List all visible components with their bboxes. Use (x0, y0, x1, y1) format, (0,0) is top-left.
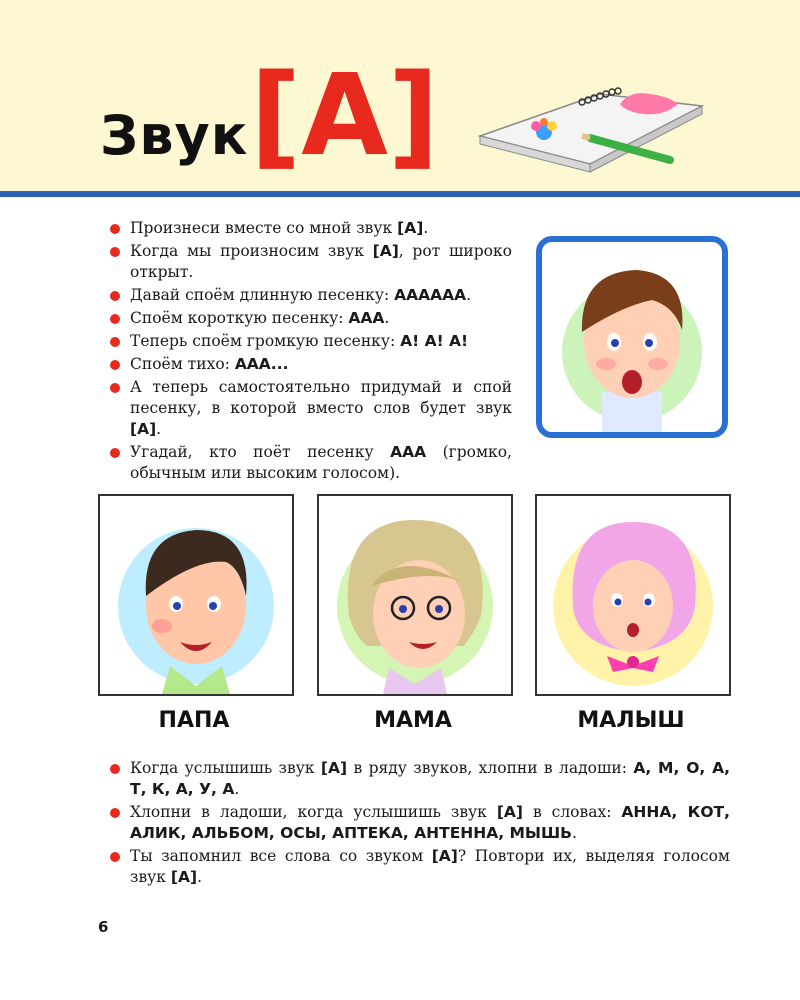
bold-fragment: АААААА (394, 286, 467, 304)
page-title-sound: [А] (250, 51, 440, 181)
text-fragment: А теперь самостоятельно придумай и спой песенку, в которой вместо слов будет звук (130, 378, 512, 417)
text-fragment: . (423, 219, 429, 237)
text-fragment: Хлопни в ладоши, когда услышишь звук (130, 803, 497, 821)
text-fragment: . (571, 824, 577, 842)
bold-fragment: А, М, О, А, Т, К, А, У, А (130, 759, 730, 798)
text-fragment: в словах: (523, 803, 622, 821)
text-fragment: . (156, 420, 162, 438)
mama-face-illustration (319, 496, 511, 694)
face-label-papa: ПАПА (158, 708, 230, 733)
face-label-mama: МАМА (374, 708, 452, 733)
text-fragment: ? Повтори их, выделяя голосом звук (130, 847, 730, 886)
page-number: 6 (98, 918, 109, 936)
text-fragment: . (234, 780, 240, 798)
bold-fragment: [А] (496, 803, 523, 821)
text-fragment: Когда услышишь звук (130, 759, 321, 777)
bold-fragment: ААА... (234, 355, 289, 373)
instruction-bottom-item (110, 802, 730, 844)
bold-fragment: ААА (390, 443, 427, 461)
instruction-top-item (110, 354, 512, 375)
text-fragment: Давай споём длинную песенку: (130, 286, 395, 304)
instruction-top-item (110, 442, 512, 484)
bold-fragment: [А] (320, 759, 348, 777)
instruction-top-item (110, 377, 512, 440)
bold-fragment: ААА (348, 309, 385, 327)
instruction-top-item (110, 308, 512, 329)
text-fragment: в ряду звуков, хлопни в ладоши: (347, 759, 634, 777)
text-fragment: . (197, 868, 203, 886)
header-divider (0, 191, 800, 197)
instruction-top-item (110, 285, 512, 306)
bold-fragment: [А] (397, 219, 424, 237)
text-fragment: Когда мы произносим звук (130, 242, 373, 260)
instruction-bottom-item (110, 846, 730, 888)
text-fragment: Угадай, кто поёт песенку (130, 443, 391, 461)
text-fragment: (громко, обычным или высоким голосом). (130, 443, 512, 482)
instruction-list-top (110, 218, 512, 486)
instruction-list-bottom (110, 758, 730, 890)
boy-face-illustration (542, 242, 722, 432)
instruction-top-item (110, 241, 512, 283)
face-box-malysh (535, 494, 731, 696)
text-fragment: Произнеси вместе со мной звук (130, 219, 398, 237)
face-label-malysh: МАЛЫШ (577, 708, 685, 733)
bold-fragment: [А] (431, 847, 458, 865)
text-fragment: Теперь споём громкую песенку: (130, 332, 401, 350)
instruction-top-item (110, 331, 512, 352)
papa-face-illustration (100, 496, 292, 694)
bold-fragment: АННА, КОТ, АЛИК, АЛЬБОМ, ОСЫ, АПТЕКА, АНТЕННА, МЫШЬ (130, 803, 730, 842)
boy-portrait-frame (536, 236, 728, 438)
face-box-papa (98, 494, 294, 696)
bold-fragment: [А] (372, 242, 399, 260)
bold-fragment: А! А! А! (400, 332, 469, 350)
text-fragment: , рот широко открыт. (130, 242, 512, 281)
text-fragment: Споём короткую песенку: (130, 309, 349, 327)
page-title-word: Звук (100, 104, 249, 167)
bold-fragment: [А] (130, 420, 157, 438)
text-fragment: . (466, 286, 472, 304)
instruction-bottom-item (110, 758, 730, 800)
text-fragment: . (384, 309, 390, 327)
text-fragment: Споём тихо: (130, 355, 235, 373)
text-fragment: Ты запомнил все слова со звуком (130, 847, 432, 865)
bold-fragment: [А] (170, 868, 198, 886)
drawing-album-illustration (470, 64, 710, 184)
instruction-top-item (110, 218, 512, 239)
face-box-mama (317, 494, 513, 696)
baby-face-illustration (537, 496, 729, 694)
